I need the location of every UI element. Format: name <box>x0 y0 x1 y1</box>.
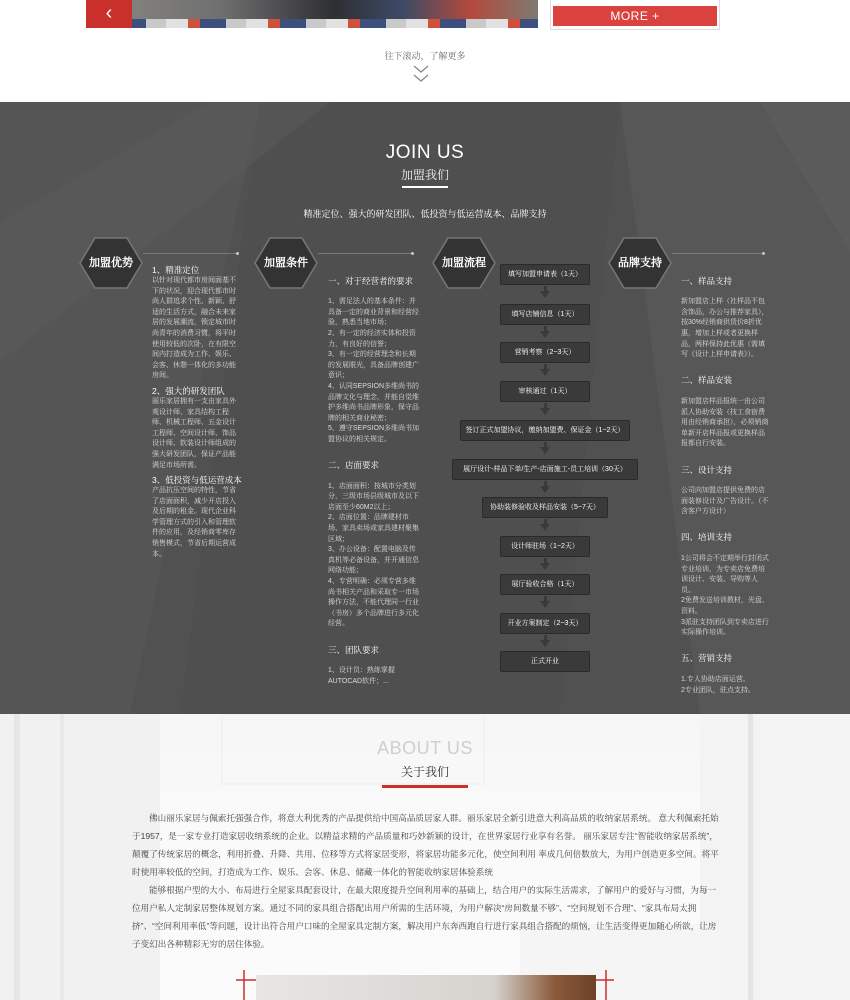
flow-step: 正式开业 <box>500 651 590 672</box>
banner-rug-stripe <box>86 19 538 28</box>
scroll-tip: 往下滚动，了解更多 <box>384 51 466 61</box>
flow-step: 填写店铺信息（1天） <box>500 304 590 325</box>
about-body <box>132 809 720 953</box>
support-heading: 一、样品支持 <box>681 275 733 286</box>
condition-heading: 一、对于经营者的要求 <box>328 275 414 286</box>
about-section <box>0 714 850 1000</box>
hex-connector <box>318 253 414 254</box>
down-arrow-icon <box>540 408 550 415</box>
flow-step: 签订正式加盟协议，缴纳加盟费、保证金（1~2天） <box>460 420 630 441</box>
about-photo <box>256 975 596 1000</box>
down-arrow-icon <box>540 331 550 338</box>
down-arrow-icon <box>540 369 550 376</box>
support-text: 1.专人协助店面运营。 2专业团队，驻点支持。 <box>681 676 755 694</box>
advantages-column <box>152 261 242 560</box>
down-arrow-icon <box>540 486 550 493</box>
hex-connector <box>143 253 239 254</box>
more-button[interactable]: MORE + <box>553 6 717 26</box>
condition-text: 1、需足法人的基本条件：并具备一定的商业背景和经营经验，熟悉当地市场； 2、有一定的经济实体和投资力，有良好的信誉； 3、有一定的经营理念和长期的发展眼光，具备品牌创建广意识； 4、认同SEPSION多维尚书的品牌文化与理念，并能自觉维护多维尚书品牌形象，保守品牌的相关商业秘密； 5、遵守SEPSION多维尚书加盟协议的相关规定。 <box>328 298 420 443</box>
join-tagline: 精准定位、强大的研发团队、低投资与低运营成本、品牌支持 <box>303 209 547 219</box>
flow-step: 营销考察（2~3天） <box>500 342 590 363</box>
about-divider <box>382 785 468 788</box>
support-text: 新加盟店上样（社样品不包含饰品，办公与推荐家具），按30%经销商供货价8折优惠，增加上样或者更换样品，两样保持此优惠（需填写《设计上样申请表》）。 <box>681 298 769 359</box>
support-column <box>681 261 771 707</box>
advantage-text: 产品抗压空间的特性，节省了店面面积，减少开店投入及后期的租金。现代企业科学管理方式的引入和管理软件的应用，及经销商零库存销售模式，节省后期运营成本。 <box>152 487 236 558</box>
condition-text: 1、店面面积：按城市分类划分，三级市场县级城市及以下店面至少60M2以上； 2、店面位置：品牌建材市场、家具卖场或家具建材聚集区域； 3、办公设备：配置电脑及传真机等必备设备，并开通信息网络功能； 4、专营明确：必须专营多维尚书相关产品和采取专一市场操作方法，不能代理同一行业（书房）多个品牌进行多元化经营。 <box>328 482 419 628</box>
flow-step: 填写加盟申请表（1天） <box>500 264 590 285</box>
down-arrow-icon <box>540 563 550 570</box>
advantage-heading: 2、强大的研发团队 <box>152 385 225 396</box>
down-arrow-icon <box>540 291 550 298</box>
about-title: ABOUT US <box>377 738 473 758</box>
flow-step: 展厅验收合格（1天） <box>500 574 590 595</box>
about-paragraph: 能够根据户型的大小、布局进行全屋家具配套设计，在最大限度提升空间利用率的基础上，结合用户的实际生活需求，了解用户的爱好与习惯，为每一位用户私人定制家居整体规划方案。通过不同的家具组合搭配出用户所需的生活环境，为用户解决“房间数量不够”、“空间规划不合理”、“家具布局太拥挤”、“空间利用率低”等问题，设计出符合用户口味的全屋家具定制方案，解决用户东奔西跑自行进行家具组合搭配的烦恼，让生活变得更加随心所欲，让房子变幻出各种精彩无穷的居住体验。 <box>132 885 717 949</box>
join-section <box>0 102 850 714</box>
support-text: 1公司将会不定期举行封闭式专业培训，为专卖店免费培训设计、安装、导购等人员。 2免费发送培训教材，光盘、资料。 3派驻支持团队到专卖店进行实际操作培训。 <box>681 555 769 637</box>
hex-label: 加盟条件 <box>264 257 308 269</box>
hex-label: 品牌支持 <box>618 257 662 269</box>
about-paragraph: 佛山丽乐家居与佩索托强强合作，将意大利优秀的产品提供给中国高品质居家人群。丽乐家居全新引进意大利高品质的收纳家居系统。 意大利佩索托始于1957，是一家专业打造家居收纳系统的企业。以精益求精的产品质量和巧妙新颖的设计，在世界家居行业享有名誉。 丽乐家居专注“智能收纳家居系统”，颠覆了传统家居的概念，利用折叠、升降、共用、位移等方式将家居变形，将家居功能多元化，使空间利用 率成几何倍数放大，为用户创造更多空间。将平时使用率较低的空间，打造成为工作、娱乐、会客、休息、储藏一体化的智能收纳家居体验系统 <box>132 813 719 877</box>
support-heading: 四、培训支持 <box>681 532 733 543</box>
condition-text: 1、设计员：熟练掌握AUTOCAD软件；... <box>328 667 395 685</box>
hex-advantages[interactable] <box>79 237 143 289</box>
flow-step: 协助装修验收及样品安装（5~7天） <box>482 497 608 518</box>
hex-label: 加盟流程 <box>442 257 486 269</box>
flow-step: 展厅设计-样品下单/生产-店面施工-员工培训（30天） <box>452 459 638 480</box>
top-strip <box>0 0 850 102</box>
hex-conditions[interactable] <box>254 237 318 289</box>
support-heading: 二、样品安装 <box>681 375 733 386</box>
advantage-text: 以针对现代都市房间面基不下的状况，迎合现代都市时尚人群追求个性、新颖、舒适的生活方式，融合未来家居的发展潮流，锁定城市时尚青年的消费习惯，将平时使用较低的次卧，在有限空间内打造成为工作、娱乐、会客、休憩一体化的多功能房间。 <box>152 277 236 380</box>
advantage-heading: 1、精准定位 <box>152 265 200 275</box>
about-subtitle: 关于我们 <box>400 765 449 779</box>
hex-connector <box>672 253 764 254</box>
more-card <box>550 0 720 30</box>
join-divider <box>402 186 448 188</box>
condition-heading: 二、店面要求 <box>328 460 380 471</box>
advantage-heading: 3、低投资与低运营成本 <box>152 475 242 486</box>
advantage-text: 丽乐家居拥有一支由家具外观设计师、家具结构工程师、机械工程师、五金设计工程师、空间设计师、饰品设计师、软装设计师组成的强大研发团队，保证产品能满足市场所需。 <box>152 397 236 469</box>
flow-step: 设计师驻场（1~2天） <box>500 536 590 557</box>
down-arrow-icon <box>540 601 550 608</box>
scroll-down-icon[interactable] <box>411 63 431 85</box>
hex-process[interactable] <box>432 237 496 289</box>
support-heading: 三、设计支持 <box>681 464 733 475</box>
hex-support[interactable] <box>608 237 672 289</box>
down-arrow-icon <box>540 640 550 647</box>
condition-heading: 三、团队要求 <box>328 644 380 655</box>
support-text: 新加盟店样品报统一由公司派人协助安装（技工食宿费用由经销商承担），必须销商单新开店样品报或更换样品报都自行安装。 <box>681 397 769 448</box>
banner-photo <box>86 0 538 28</box>
hex-label: 加盟优势 <box>89 257 133 269</box>
support-heading: 五、营销支持 <box>681 653 733 664</box>
hex-connector-dot <box>762 252 765 255</box>
join-title: JOIN US <box>385 142 465 163</box>
join-subtitle: 加盟我们 <box>400 168 449 182</box>
support-text: 公司向加盟店提供免费的店面装修设计及广告设计。（不含客户方设计） <box>681 487 769 516</box>
hex-connector-dot <box>236 252 239 255</box>
down-arrow-icon <box>540 447 550 454</box>
flow-step: 审核通过（1天） <box>500 381 590 402</box>
hex-connector-dot <box>411 252 414 255</box>
conditions-column <box>328 261 420 698</box>
flow-step: 开业方案制定（2~3天） <box>500 613 590 634</box>
down-arrow-icon <box>540 524 550 531</box>
banner-prev-button[interactable]: ‹ <box>86 0 132 28</box>
